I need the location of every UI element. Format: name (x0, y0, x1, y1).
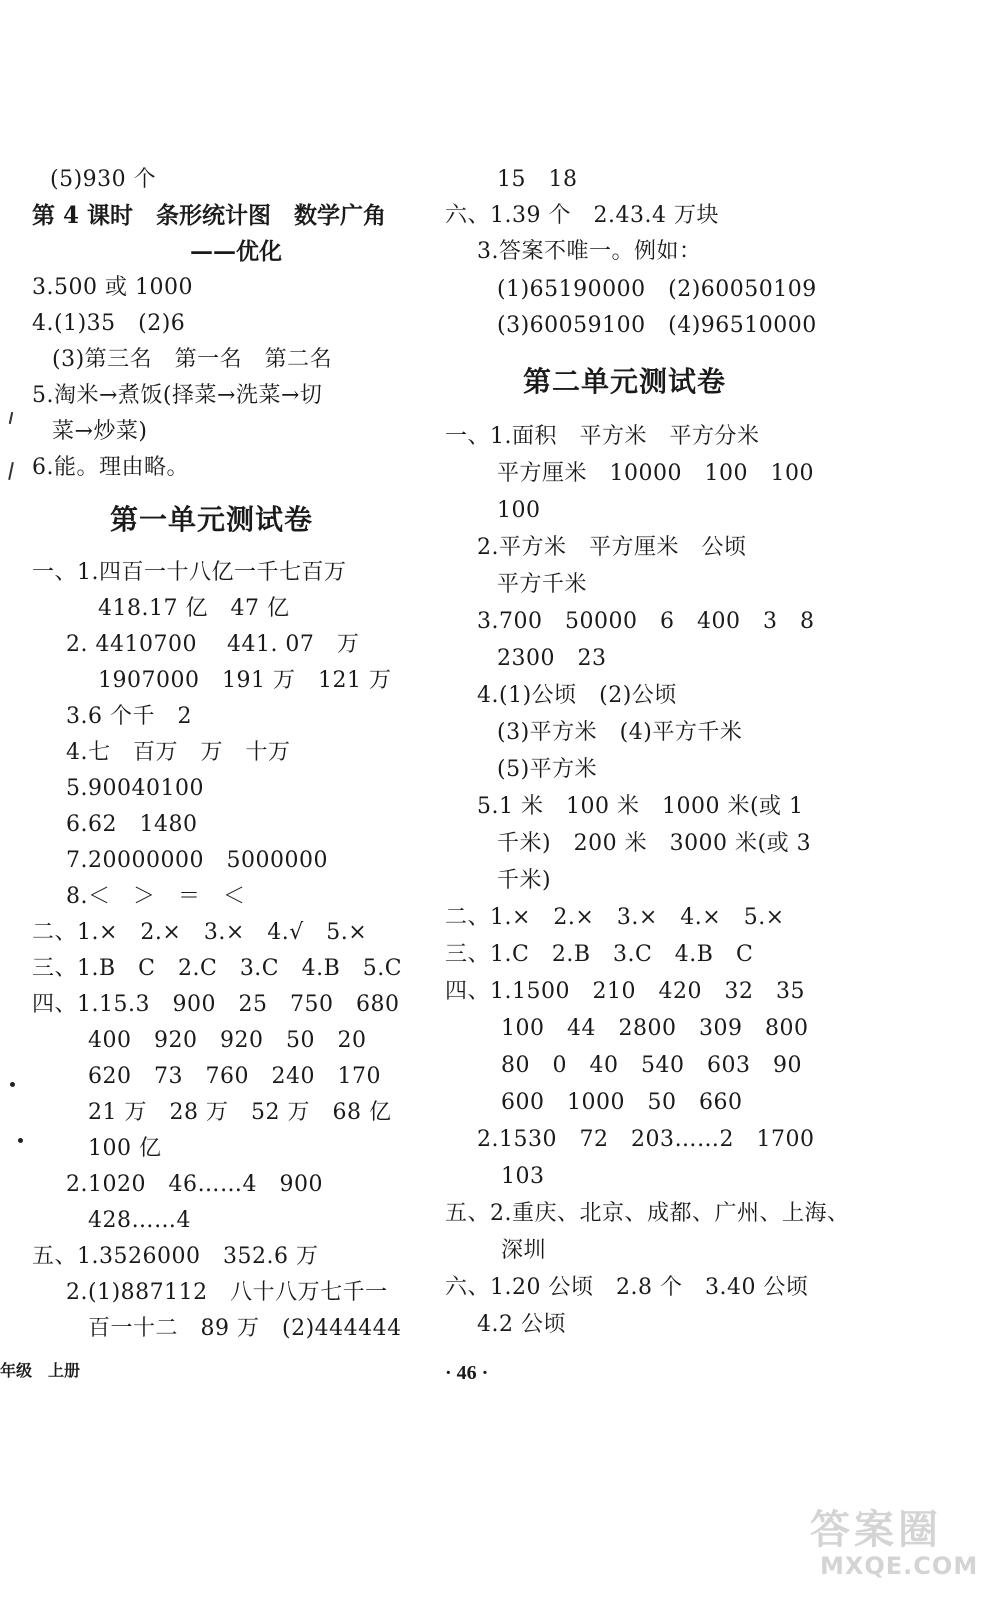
answer-line: 6.能。理由略。 (32, 455, 189, 480)
answer-line: 一、1.面积 平方米 平方分米 (445, 424, 760, 449)
answer-line: 六、1.20 公顷 2.8 个 3.40 公顷 (445, 1275, 809, 1300)
answer-line: 深圳 (501, 1238, 547, 1263)
watermark-cn: 答案圈 (810, 1507, 942, 1553)
answer-line: 100 (497, 498, 541, 523)
answer-line: 2.(1)887112 八十八万七千一 (66, 1280, 388, 1305)
answer-line: 1907000 191 万 121 万 (98, 668, 392, 693)
answer-line: 2.1020 46……4 900 (66, 1172, 323, 1197)
answer-line: 7.20000000 5000000 (66, 848, 328, 873)
answer-line: 5.淘米→煮饭(择菜→洗菜→切 (32, 383, 323, 408)
answer-line: 3.700 50000 6 400 3 8 (477, 609, 815, 634)
answer-line: 六、1.39 个 2.43.4 万块 (445, 203, 719, 228)
answer-line: 15 18 (497, 167, 578, 192)
answer-line: (3)平方米 (4)平方千米 (497, 720, 743, 745)
lesson-heading-cont: ——优化 (190, 238, 282, 265)
answer-line: 4.(1)35 (2)6 (32, 311, 186, 336)
answer-line: 平方千米 (497, 572, 588, 597)
answer-line: 103 (501, 1164, 545, 1189)
answer-line: 菜→炒菜) (52, 419, 148, 444)
answer-line: 3.500 或 1000 (32, 275, 193, 300)
answer-line: 620 73 760 240 170 (88, 1064, 381, 1089)
answer-line: (5)平方米 (497, 757, 598, 782)
answer-line: 418.17 亿 47 亿 (98, 596, 290, 621)
answer-line: 3.答案不唯一。例如： (477, 239, 702, 264)
left-column (0, 0, 450, 1380)
answer-line: 五、2.重庆、北京、成都、广州、上海、 (445, 1201, 850, 1226)
scan-dot (18, 1138, 23, 1143)
answer-line: 5.1 米 100 米 1000 米(或 1 (477, 794, 804, 819)
answer-line: 一、1.四百一十八亿一千七百万 (32, 560, 347, 585)
answer-line: 2. 4410700 441. 07 万 (66, 632, 360, 657)
answer-line: 二、1.× 2.× 3.× 4.× 5.× (445, 905, 785, 930)
watermark-logo (810, 1498, 980, 1588)
answer-line: 80 0 40 540 603 90 (501, 1053, 802, 1078)
answer-line: 4.2 公顷 (477, 1312, 566, 1337)
answer-line: (5)930 个 (50, 167, 157, 192)
scan-dot (10, 1082, 15, 1087)
answer-line: 4.(1)公顷 (2)公顷 (477, 683, 677, 708)
answer-line: 2.平方米 平方厘米 公顷 (477, 535, 747, 560)
answer-line: 千米) 200 米 3000 米(或 3 (497, 831, 812, 856)
answer-line: 四、1.15.3 900 25 750 680 (32, 992, 400, 1017)
answer-line: 2.1530 72 203……2 1700 (477, 1127, 815, 1152)
answer-line: 5.90040100 (66, 776, 204, 801)
answer-line: 千米) (497, 868, 552, 893)
answer-line: 四、1.1500 210 420 32 35 (445, 979, 805, 1004)
answer-line: 三、1.B C 2.C 3.C 4.B 5.C (32, 956, 403, 981)
answer-line: 二、1.× 2.× 3.× 4.√ 5.× (32, 920, 368, 945)
answer-line: 三、1.C 2.B 3.C 4.B C (445, 942, 754, 967)
answer-line: 400 920 920 50 20 (88, 1028, 367, 1053)
answer-line: 428……4 (88, 1208, 191, 1233)
answer-line: 6.62 1480 (66, 812, 198, 837)
answer-line: (1)65190000 (2)60050109 (497, 277, 817, 302)
answer-line: 3.6 个千 2 (66, 704, 192, 729)
answer-line: 100 亿 (88, 1136, 162, 1161)
answer-line: 五、1.3526000 352.6 万 (32, 1244, 319, 1269)
answer-line: 21 万 28 万 52 万 68 亿 (88, 1100, 392, 1125)
watermark-en: MXQE.COM (820, 1552, 979, 1580)
right-column (445, 0, 1000, 1380)
answer-line: 平方厘米 10000 100 100 (497, 461, 814, 486)
lesson-heading: 第 4 课时 条形统计图 数学广角 (32, 202, 387, 229)
page-number: · 46 · (445, 1362, 489, 1384)
unit-2-title: 第二单元测试卷 (523, 365, 727, 398)
answer-line: 2300 23 (497, 646, 607, 671)
grade-label: 年级 上册 (0, 1361, 81, 1380)
answer-line: (3)第三名 第一名 第二名 (52, 347, 333, 372)
answer-line: 4.七 百万 万 十万 (66, 740, 291, 765)
answer-line: 8.＜ ＞ ＝ ＜ (66, 884, 246, 909)
unit-1-title: 第一单元测试卷 (110, 503, 314, 536)
answer-line: 百一十二 89 万 (2)444444 (88, 1316, 402, 1341)
answer-line: (3)60059100 (4)96510000 (497, 313, 817, 338)
answer-line: 100 44 2800 309 800 (501, 1016, 809, 1041)
answer-line: 600 1000 50 660 (501, 1090, 743, 1115)
